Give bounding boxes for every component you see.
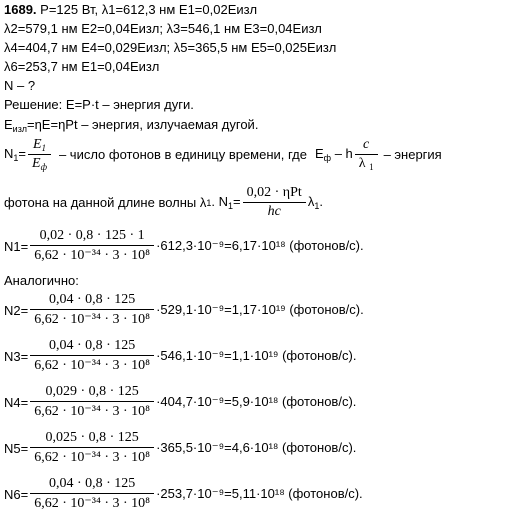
given-text-1: P=125 Вт, λ1=612,3 нм E1=0,02Eизл xyxy=(40,2,258,17)
calc-numerator: 0,04 · 0,8 · 125 xyxy=(30,476,154,494)
calc-label: N4= xyxy=(4,394,29,410)
photon-text: фотона на данной длине волны λ xyxy=(4,195,207,210)
calc-fraction xyxy=(30,292,154,328)
energy-word: – энергия xyxy=(383,147,442,162)
calc-numerator: 0,02 · 0,8 · 125 · 1 xyxy=(30,228,154,246)
calc-denominator: 6,62 · 10⁻³⁴ · 3 · 10⁸ xyxy=(34,248,151,263)
calc-numerator: 0,029 · 0,8 · 125 xyxy=(30,384,154,402)
solution-line xyxy=(4,97,194,112)
calc-fraction xyxy=(30,476,154,512)
calc-result: ·529,1·10⁻⁹=1,17·10¹⁹ (фотонов/с). xyxy=(156,302,364,317)
calc-row-5 xyxy=(4,430,356,466)
find-line: N – ? xyxy=(4,78,36,93)
calc-fraction xyxy=(30,228,154,264)
calc-numerator: 0,025 · 0,8 · 125 xyxy=(30,430,154,448)
calc-result: ·612,3·10⁻⁹=6,17·10¹⁸ (фотонов/с). xyxy=(156,238,364,253)
calc-numerator: 0,04 · 0,8 · 125 xyxy=(30,338,154,356)
emitted-text: =ηE=ηPt – энергия, излучаемая дугой. xyxy=(26,117,259,132)
given-line-4: λ6=253,7 нм E1=0,04Eизл xyxy=(4,59,160,74)
photons-formula-line: $N_1=$ $\frac{E_1}{E_ф}$ – число фотонов в единицу времени, где $E_ф$ – h $\frac{c}{\lambda _1}$ – энергия xyxy=(4,137,442,172)
calc-result: ·253,7·10⁻⁹=5,11·10¹⁸ (фотонов/с). xyxy=(156,486,363,501)
n1-general-fraction: $\frac{\text{0,02 · ηPt}}{hc}$ xyxy=(243,185,306,220)
calc-row-1 xyxy=(4,228,364,264)
calc-label: N1= xyxy=(4,238,29,254)
problem-number: 1689. xyxy=(4,2,37,17)
calc-denominator: 6,62 · 10⁻³⁴ · 3 · 10⁸ xyxy=(34,450,151,465)
calc-result: ·365,5·10⁻⁹=4,6·10¹⁸ (фотонов/с). xyxy=(156,440,357,455)
calc-fraction xyxy=(30,430,154,466)
calc-label: N2= xyxy=(4,302,29,318)
calc-numerator: 0,04 · 0,8 · 125 xyxy=(30,292,154,310)
calc-denominator: 6,62 · 10⁻³⁴ · 3 · 10⁸ xyxy=(34,358,151,373)
calc-fraction xyxy=(30,384,154,420)
solution-label: Решение: xyxy=(4,97,63,112)
photons-text: – число фотонов в единицу времени, где xyxy=(58,147,307,162)
calc-fraction xyxy=(30,338,154,374)
hc-lambda-fraction: $\frac{c}{\lambda _1}$ xyxy=(355,137,378,172)
given-line-1 xyxy=(4,2,257,17)
calc-denominator: 6,62 · 10⁻³⁴ · 3 · 10⁸ xyxy=(34,496,151,511)
calc-label: N6= xyxy=(4,486,29,502)
calc-denominator: 6,62 · 10⁻³⁴ · 3 · 10⁸ xyxy=(34,404,151,419)
photon-line: фотона на данной длине волны λ 1 . $N_1=$ $\frac{\text{0,02 · ηPt}}{hc}$ $\lambda_1$. xyxy=(4,185,323,219)
calc-label: N5= xyxy=(4,440,29,456)
calc-row-2 xyxy=(4,292,364,328)
calc-row-4 xyxy=(4,384,356,420)
similarly-label: Аналогично: xyxy=(4,273,79,288)
calc-result: ·404,7·10⁻⁹=5,9·10¹⁸ (фотонов/с). xyxy=(156,394,357,409)
energy-text: E=P·t – энергия дуги. xyxy=(65,97,194,112)
given-line-2: λ2=579,1 нм E2=0,04Eизл; λ3=546,1 нм E3=0,04Eизл xyxy=(4,21,322,36)
emitted-line: $E_{изл}=\eta E=\eta Pt$ – энергия, излучаемая дугой. xyxy=(4,117,259,134)
calc-denominator: 6,62 · 10⁻³⁴ · 3 · 10⁸ xyxy=(34,312,151,327)
calc-row-6 xyxy=(4,476,363,512)
photons-fraction: $\frac{E_1}{E_ф}$ xyxy=(28,137,51,172)
given-line-3: λ4=404,7 нм E4=0,029Eизл; λ5=365,5 нм E5=0,025Eизл xyxy=(4,40,337,55)
calc-result: ·546,1·10⁻⁹=1,1·10¹⁹ (фотонов/с). xyxy=(156,348,357,363)
calc-label: N3= xyxy=(4,348,29,364)
calc-row-3 xyxy=(4,338,356,374)
